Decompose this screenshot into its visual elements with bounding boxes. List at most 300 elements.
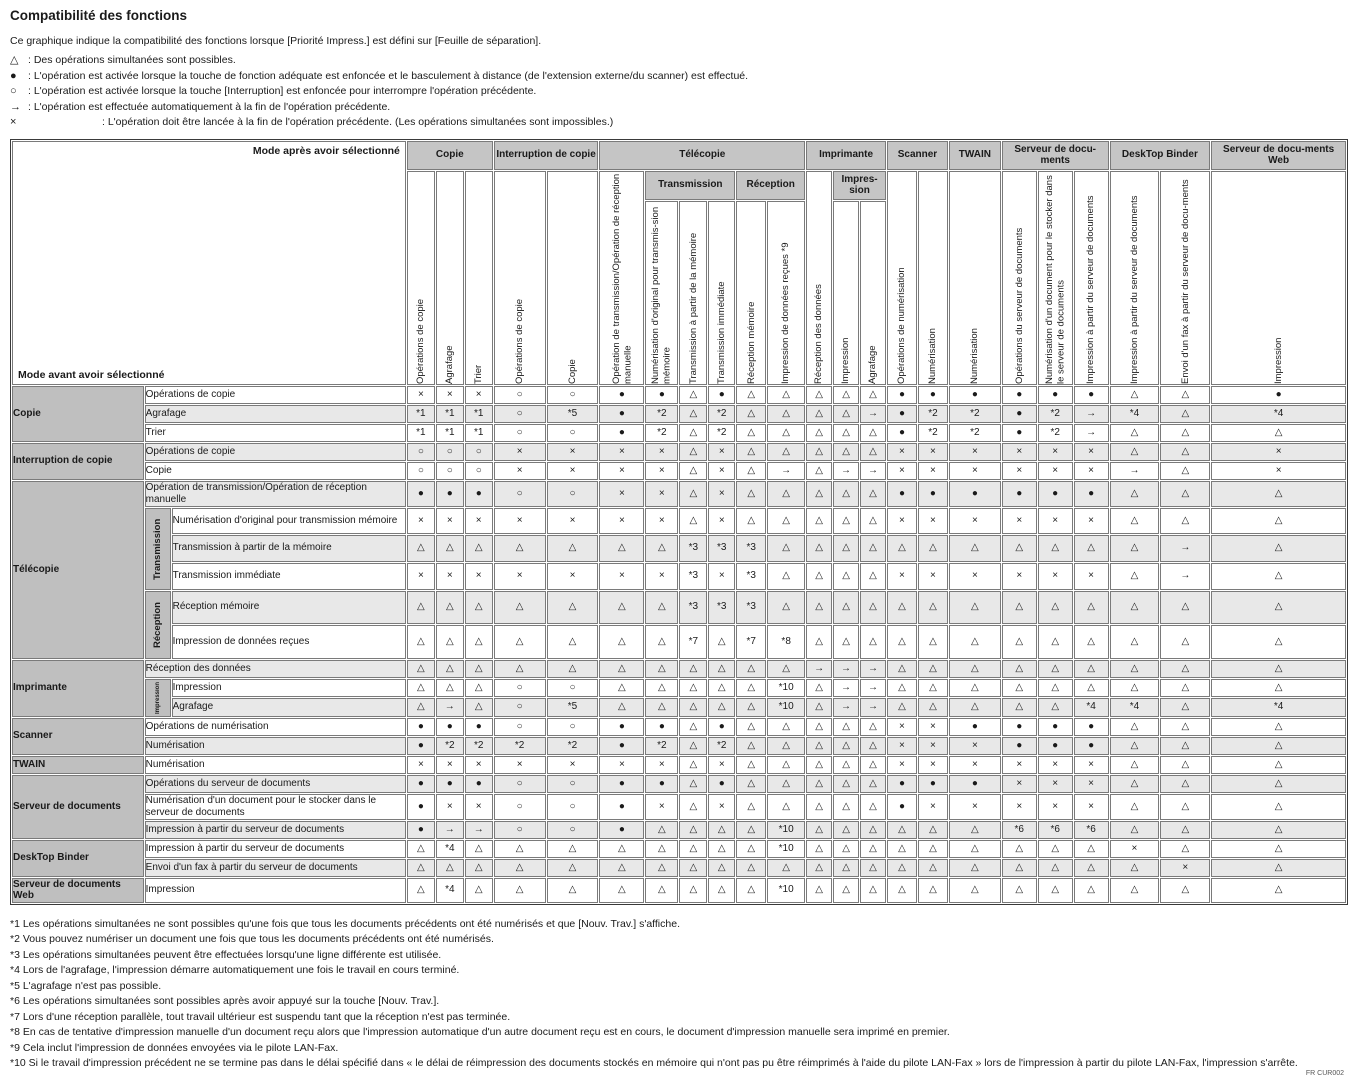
data-cell: ● bbox=[887, 424, 917, 442]
data-cell: *2 bbox=[547, 737, 599, 755]
data-cell: ○ bbox=[494, 405, 546, 423]
data-cell: × bbox=[407, 563, 435, 590]
data-cell: × bbox=[547, 462, 599, 480]
row-group-header: Scanner bbox=[12, 718, 144, 755]
data-cell: △ bbox=[767, 737, 805, 755]
data-cell: *6 bbox=[1002, 821, 1037, 839]
data-cell: △ bbox=[833, 386, 859, 404]
data-cell: ● bbox=[407, 775, 435, 793]
data-cell: × bbox=[918, 462, 948, 480]
data-cell: △ bbox=[679, 386, 707, 404]
data-cell: *2 bbox=[708, 405, 735, 423]
data-cell: ○ bbox=[494, 386, 546, 404]
data-cell: △ bbox=[833, 481, 859, 507]
row-group-header: Interruption de copie bbox=[12, 443, 144, 480]
data-cell: × bbox=[918, 794, 948, 820]
table-row bbox=[12, 535, 1346, 562]
data-cell: ● bbox=[407, 481, 435, 507]
data-cell: ○ bbox=[465, 443, 493, 461]
data-cell: △ bbox=[806, 625, 832, 659]
data-cell: △ bbox=[1160, 481, 1210, 507]
row-group-header: Serveur de documents bbox=[12, 775, 144, 839]
data-cell: △ bbox=[806, 756, 832, 774]
data-cell: × bbox=[547, 563, 599, 590]
data-cell: △ bbox=[1002, 698, 1037, 717]
column-header bbox=[679, 201, 707, 385]
data-cell: × bbox=[918, 737, 948, 755]
data-cell: × bbox=[494, 563, 546, 590]
data-cell: × bbox=[645, 443, 678, 461]
data-cell: × bbox=[599, 462, 644, 480]
data-cell: × bbox=[949, 462, 1001, 480]
data-cell: △ bbox=[547, 660, 599, 678]
table-row bbox=[12, 660, 1346, 678]
data-cell: △ bbox=[645, 535, 678, 562]
footnote-item: *6 Les opérations simultanées sont possibles après avoir appuyé sur la touche [Nouv. Trav.]. bbox=[10, 995, 440, 1007]
data-cell: ○ bbox=[547, 718, 599, 736]
data-cell: ○ bbox=[547, 821, 599, 839]
data-cell: △ bbox=[1211, 625, 1346, 659]
data-cell: ● bbox=[1074, 737, 1109, 755]
data-cell: → bbox=[833, 698, 859, 717]
data-cell: × bbox=[918, 508, 948, 535]
data-cell: × bbox=[599, 508, 644, 535]
data-cell: △ bbox=[860, 443, 886, 461]
compatibility-table bbox=[10, 139, 1348, 905]
data-cell: △ bbox=[708, 840, 735, 858]
data-cell: → bbox=[860, 462, 886, 480]
data-cell: × bbox=[949, 756, 1001, 774]
data-cell: △ bbox=[833, 718, 859, 736]
data-cell: ● bbox=[436, 481, 464, 507]
data-cell: ● bbox=[1002, 405, 1037, 423]
legend-symbol: ○ bbox=[10, 85, 17, 97]
data-cell: × bbox=[1160, 859, 1210, 877]
data-cell: △ bbox=[1110, 859, 1160, 877]
data-cell: × bbox=[887, 508, 917, 535]
data-cell: × bbox=[1038, 775, 1073, 793]
data-cell: △ bbox=[465, 535, 493, 562]
data-cell: ○ bbox=[494, 775, 546, 793]
data-cell: △ bbox=[918, 859, 948, 877]
footnote-item: *4 Lors de l'agrafage, l'impression démarre automatiquement une fois le travail en cours terminé. bbox=[10, 964, 460, 976]
data-cell: △ bbox=[806, 386, 832, 404]
data-cell: △ bbox=[679, 756, 707, 774]
data-cell: △ bbox=[465, 660, 493, 678]
data-cell: △ bbox=[436, 625, 464, 659]
data-cell: × bbox=[407, 508, 435, 535]
data-cell: → bbox=[860, 698, 886, 717]
data-cell: △ bbox=[767, 405, 805, 423]
data-cell: ● bbox=[708, 775, 735, 793]
data-cell: △ bbox=[1074, 660, 1109, 678]
data-cell: △ bbox=[436, 591, 464, 625]
data-cell: △ bbox=[833, 775, 859, 793]
data-cell: × bbox=[645, 563, 678, 590]
data-cell: *6 bbox=[1074, 821, 1109, 839]
data-cell: △ bbox=[494, 660, 546, 678]
row-label: Copie bbox=[145, 462, 406, 480]
data-cell: × bbox=[599, 756, 644, 774]
data-cell: → bbox=[860, 660, 886, 678]
table-row bbox=[12, 737, 1346, 755]
data-cell: × bbox=[949, 508, 1001, 535]
data-cell: × bbox=[1074, 756, 1109, 774]
data-cell: △ bbox=[1211, 679, 1346, 698]
data-cell: △ bbox=[736, 859, 766, 877]
data-cell: × bbox=[1002, 508, 1037, 535]
data-cell: △ bbox=[436, 859, 464, 877]
row-label: Envoi d'un fax à partir du serveur de documents bbox=[145, 859, 406, 877]
data-cell: *2 bbox=[708, 737, 735, 755]
data-cell: △ bbox=[806, 591, 832, 625]
data-cell: △ bbox=[833, 508, 859, 535]
data-cell: × bbox=[708, 462, 735, 480]
data-cell: △ bbox=[436, 535, 464, 562]
data-cell: △ bbox=[949, 660, 1001, 678]
column-group-header: Imprimante bbox=[806, 141, 886, 170]
data-cell: △ bbox=[887, 878, 917, 903]
data-cell: × bbox=[708, 794, 735, 820]
data-cell: × bbox=[436, 756, 464, 774]
data-cell: → bbox=[833, 660, 859, 678]
data-cell: × bbox=[494, 756, 546, 774]
data-cell: △ bbox=[1110, 794, 1160, 820]
data-cell: △ bbox=[1002, 591, 1037, 625]
data-cell: △ bbox=[949, 840, 1001, 858]
column-header bbox=[1002, 171, 1037, 385]
data-cell: △ bbox=[806, 481, 832, 507]
row-label: Réception mémoire bbox=[172, 591, 406, 625]
data-cell: × bbox=[436, 386, 464, 404]
column-header-label: Réception des données bbox=[813, 283, 825, 384]
table-row bbox=[12, 424, 1346, 442]
data-cell: △ bbox=[1110, 508, 1160, 535]
data-cell: △ bbox=[547, 535, 599, 562]
data-cell: △ bbox=[1038, 679, 1073, 698]
data-cell: △ bbox=[679, 878, 707, 903]
data-cell: △ bbox=[679, 794, 707, 820]
data-cell: △ bbox=[679, 443, 707, 461]
column-group-header: Interruption de copie bbox=[494, 141, 599, 170]
data-cell: △ bbox=[407, 660, 435, 678]
data-cell: △ bbox=[407, 698, 435, 717]
data-cell: ● bbox=[949, 775, 1001, 793]
data-cell: △ bbox=[1160, 405, 1210, 423]
data-cell: △ bbox=[736, 462, 766, 480]
data-cell: △ bbox=[1160, 737, 1210, 755]
data-cell: △ bbox=[1002, 859, 1037, 877]
data-cell: △ bbox=[736, 424, 766, 442]
data-cell: × bbox=[599, 443, 644, 461]
column-header-label: Agrafage bbox=[444, 344, 456, 384]
data-cell: *7 bbox=[736, 625, 766, 659]
column-header-label: Transmission à partir de la mémoire bbox=[687, 232, 699, 384]
data-cell: × bbox=[1211, 462, 1346, 480]
mode-before-label: Mode avant avoir sélectionné bbox=[18, 368, 165, 381]
data-cell: △ bbox=[918, 821, 948, 839]
data-cell: △ bbox=[645, 679, 678, 698]
data-cell: *2 bbox=[645, 424, 678, 442]
data-cell: △ bbox=[465, 679, 493, 698]
row-label: Trier bbox=[145, 424, 406, 442]
data-cell: △ bbox=[465, 625, 493, 659]
data-cell: ● bbox=[465, 775, 493, 793]
data-cell: ● bbox=[407, 821, 435, 839]
data-cell: △ bbox=[1002, 535, 1037, 562]
data-cell: × bbox=[708, 756, 735, 774]
data-cell: ○ bbox=[465, 462, 493, 480]
legend-item bbox=[10, 100, 1348, 116]
data-cell: △ bbox=[736, 756, 766, 774]
data-cell: × bbox=[887, 756, 917, 774]
data-cell: *4 bbox=[436, 878, 464, 903]
legend-text: : Des opérations simultanées sont possibles. bbox=[28, 54, 236, 66]
data-cell: △ bbox=[599, 679, 644, 698]
data-cell: *6 bbox=[1038, 821, 1073, 839]
data-cell: △ bbox=[736, 508, 766, 535]
data-cell: △ bbox=[833, 737, 859, 755]
data-cell: × bbox=[465, 756, 493, 774]
data-cell: *2 bbox=[918, 424, 948, 442]
data-cell: △ bbox=[1038, 878, 1073, 903]
table-row bbox=[12, 462, 1346, 480]
data-cell: ● bbox=[407, 737, 435, 755]
data-cell: △ bbox=[806, 821, 832, 839]
data-cell: △ bbox=[407, 625, 435, 659]
data-cell: △ bbox=[407, 840, 435, 858]
row-group-header: TWAIN bbox=[12, 756, 144, 774]
data-cell: ● bbox=[1038, 718, 1073, 736]
data-cell: × bbox=[436, 563, 464, 590]
data-cell: × bbox=[1002, 756, 1037, 774]
column-header bbox=[547, 171, 599, 385]
row-label: Numérisation d'original pour transmission mémoire bbox=[172, 508, 406, 535]
data-cell: ● bbox=[949, 718, 1001, 736]
row-label: Impression bbox=[172, 679, 406, 698]
data-cell: *3 bbox=[679, 563, 707, 590]
legend-text: : L'opération doit être lancée à la fin de l'opération précédente. (Les opérations simultanées sont impossibles.) bbox=[102, 116, 614, 128]
footnote-item: *10 Si le travail d'impression précédent ne se termine pas dans le délai spécifié dans « le délai de réimpression des documents stockés en mémoire qui n'ont pas pu être réimprimés à l'aide du pilote LAN-Fax » lors de l'impression à partir du pilote LAN-Fax, l'impression s'arrête. bbox=[10, 1057, 1298, 1069]
data-cell: ● bbox=[887, 481, 917, 507]
data-cell: △ bbox=[1211, 563, 1346, 590]
data-cell: △ bbox=[860, 591, 886, 625]
data-cell: ● bbox=[465, 481, 493, 507]
data-cell: × bbox=[949, 443, 1001, 461]
data-cell: *4 bbox=[1110, 405, 1160, 423]
data-cell: → bbox=[1160, 535, 1210, 562]
column-header-label: Numérisation bbox=[969, 327, 981, 384]
column-header-label: Réception mémoire bbox=[745, 301, 757, 384]
data-cell: × bbox=[465, 386, 493, 404]
data-cell: × bbox=[918, 718, 948, 736]
data-cell: △ bbox=[494, 535, 546, 562]
data-cell: △ bbox=[833, 535, 859, 562]
data-cell: △ bbox=[1211, 481, 1346, 507]
column-header bbox=[949, 171, 1001, 385]
data-cell: △ bbox=[860, 563, 886, 590]
data-cell: △ bbox=[645, 625, 678, 659]
data-cell: × bbox=[887, 737, 917, 755]
data-cell: ○ bbox=[494, 794, 546, 820]
data-cell: ● bbox=[599, 737, 644, 755]
data-cell: → bbox=[436, 698, 464, 717]
doc-code: FR CUR002 bbox=[1305, 1070, 1344, 1077]
legend bbox=[10, 53, 1348, 131]
column-header bbox=[736, 201, 766, 385]
column-header bbox=[767, 201, 805, 385]
column-group-header: Serveur de docu-ments Web bbox=[1211, 141, 1346, 170]
column-header bbox=[1074, 171, 1109, 385]
data-cell: △ bbox=[1074, 878, 1109, 903]
data-cell: △ bbox=[860, 424, 886, 442]
data-cell: △ bbox=[806, 508, 832, 535]
table-row bbox=[12, 508, 1346, 535]
column-header-label: Opérations de numérisation bbox=[896, 266, 908, 384]
data-cell: △ bbox=[679, 405, 707, 423]
table-row bbox=[12, 775, 1346, 793]
data-cell: △ bbox=[1110, 737, 1160, 755]
table-row bbox=[12, 405, 1346, 423]
data-cell: *2 bbox=[949, 405, 1001, 423]
data-cell: → bbox=[860, 405, 886, 423]
data-cell: △ bbox=[494, 625, 546, 659]
data-cell: △ bbox=[465, 591, 493, 625]
data-cell: ● bbox=[1074, 481, 1109, 507]
data-cell: ● bbox=[1002, 737, 1037, 755]
data-cell: ○ bbox=[436, 462, 464, 480]
data-cell: × bbox=[887, 462, 917, 480]
data-cell: △ bbox=[679, 462, 707, 480]
data-cell: △ bbox=[1160, 660, 1210, 678]
row-subgroup-label: Transmission bbox=[152, 517, 164, 580]
data-cell: → bbox=[465, 821, 493, 839]
data-cell: △ bbox=[806, 775, 832, 793]
row-subgroup-header bbox=[145, 679, 171, 717]
data-cell: △ bbox=[645, 821, 678, 839]
data-cell: △ bbox=[1110, 775, 1160, 793]
data-cell: × bbox=[708, 563, 735, 590]
data-cell: × bbox=[1002, 794, 1037, 820]
column-header-label: Agrafage bbox=[867, 344, 879, 384]
data-cell: ● bbox=[949, 481, 1001, 507]
data-cell: △ bbox=[918, 878, 948, 903]
table-row bbox=[12, 481, 1346, 507]
column-header bbox=[806, 171, 832, 385]
data-cell: △ bbox=[1038, 859, 1073, 877]
footnote-item: *3 Les opérations simultanées peuvent être effectuées lorsqu'une ligne différente est utilisée. bbox=[10, 948, 442, 961]
column-group-header: DeskTop Binder bbox=[1110, 141, 1211, 170]
data-cell: △ bbox=[679, 481, 707, 507]
data-cell: △ bbox=[806, 535, 832, 562]
data-cell: △ bbox=[833, 405, 859, 423]
data-cell: △ bbox=[860, 859, 886, 877]
data-cell: △ bbox=[887, 591, 917, 625]
data-cell: → bbox=[833, 679, 859, 698]
data-cell: △ bbox=[645, 660, 678, 678]
row-label: Opération de transmission/Opération de réception manuelle bbox=[145, 481, 406, 507]
data-cell: × bbox=[1002, 443, 1037, 461]
column-header-label: Numérisation d'un document pour le stocker dans le serveur de documents bbox=[1043, 174, 1067, 384]
data-cell: △ bbox=[547, 878, 599, 903]
row-label: Agrafage bbox=[145, 405, 406, 423]
data-cell: ○ bbox=[494, 718, 546, 736]
column-header bbox=[645, 201, 678, 385]
data-cell: ● bbox=[436, 775, 464, 793]
column-group-header: Serveur de docu-ments bbox=[1002, 141, 1109, 170]
column-header-label: Impression à partir du serveur de documents bbox=[1128, 194, 1140, 384]
data-cell: △ bbox=[1160, 840, 1210, 858]
data-cell: △ bbox=[860, 535, 886, 562]
data-cell: △ bbox=[599, 625, 644, 659]
data-cell: △ bbox=[918, 625, 948, 659]
column-header-label: Opération de transmission/Opération de réception manuelle bbox=[610, 173, 633, 384]
data-cell: △ bbox=[806, 859, 832, 877]
compatibility-table-container bbox=[10, 139, 1348, 905]
data-cell: △ bbox=[833, 591, 859, 625]
data-cell: *3 bbox=[679, 591, 707, 625]
data-cell: △ bbox=[767, 386, 805, 404]
column-header bbox=[918, 171, 948, 385]
data-cell: △ bbox=[599, 840, 644, 858]
row-label: Agrafage bbox=[172, 698, 406, 717]
data-cell: △ bbox=[645, 591, 678, 625]
data-cell: △ bbox=[1211, 821, 1346, 839]
data-cell: △ bbox=[1038, 698, 1073, 717]
data-cell: △ bbox=[736, 481, 766, 507]
data-cell: ○ bbox=[494, 821, 546, 839]
data-cell: *3 bbox=[708, 535, 735, 562]
data-cell: △ bbox=[708, 698, 735, 717]
data-cell: △ bbox=[767, 859, 805, 877]
data-cell: × bbox=[887, 563, 917, 590]
footnote-item: *7 Lors d'une réception parallèle, tout travail ultérieur est suspendu tant que la réception n'est pas terminée. bbox=[10, 1010, 511, 1023]
column-header bbox=[1038, 171, 1073, 385]
data-cell: ● bbox=[887, 386, 917, 404]
data-cell: △ bbox=[767, 535, 805, 562]
row-group-header: DeskTop Binder bbox=[12, 840, 144, 877]
data-cell: ● bbox=[918, 481, 948, 507]
data-cell: △ bbox=[806, 840, 832, 858]
data-cell: △ bbox=[1038, 660, 1073, 678]
table-row bbox=[12, 625, 1346, 659]
data-cell: △ bbox=[1211, 591, 1346, 625]
data-cell: → bbox=[1074, 424, 1109, 442]
data-cell: △ bbox=[1160, 443, 1210, 461]
data-cell: ○ bbox=[547, 794, 599, 820]
data-cell: △ bbox=[833, 756, 859, 774]
data-cell: *2 bbox=[645, 737, 678, 755]
data-cell: △ bbox=[1074, 679, 1109, 698]
data-cell: △ bbox=[708, 625, 735, 659]
data-cell: △ bbox=[806, 794, 832, 820]
data-cell: △ bbox=[833, 443, 859, 461]
column-group-header: Copie bbox=[407, 141, 493, 170]
data-cell: ○ bbox=[436, 443, 464, 461]
data-cell: △ bbox=[1002, 625, 1037, 659]
data-cell: △ bbox=[949, 591, 1001, 625]
data-cell: *2 bbox=[436, 737, 464, 755]
row-group-header: Imprimante bbox=[12, 660, 144, 717]
data-cell: ○ bbox=[547, 386, 599, 404]
data-cell: △ bbox=[1211, 737, 1346, 755]
data-cell: × bbox=[1002, 462, 1037, 480]
table-row bbox=[12, 386, 1346, 404]
data-cell: △ bbox=[736, 840, 766, 858]
data-cell: △ bbox=[708, 660, 735, 678]
data-cell: △ bbox=[1211, 718, 1346, 736]
data-cell: × bbox=[465, 508, 493, 535]
